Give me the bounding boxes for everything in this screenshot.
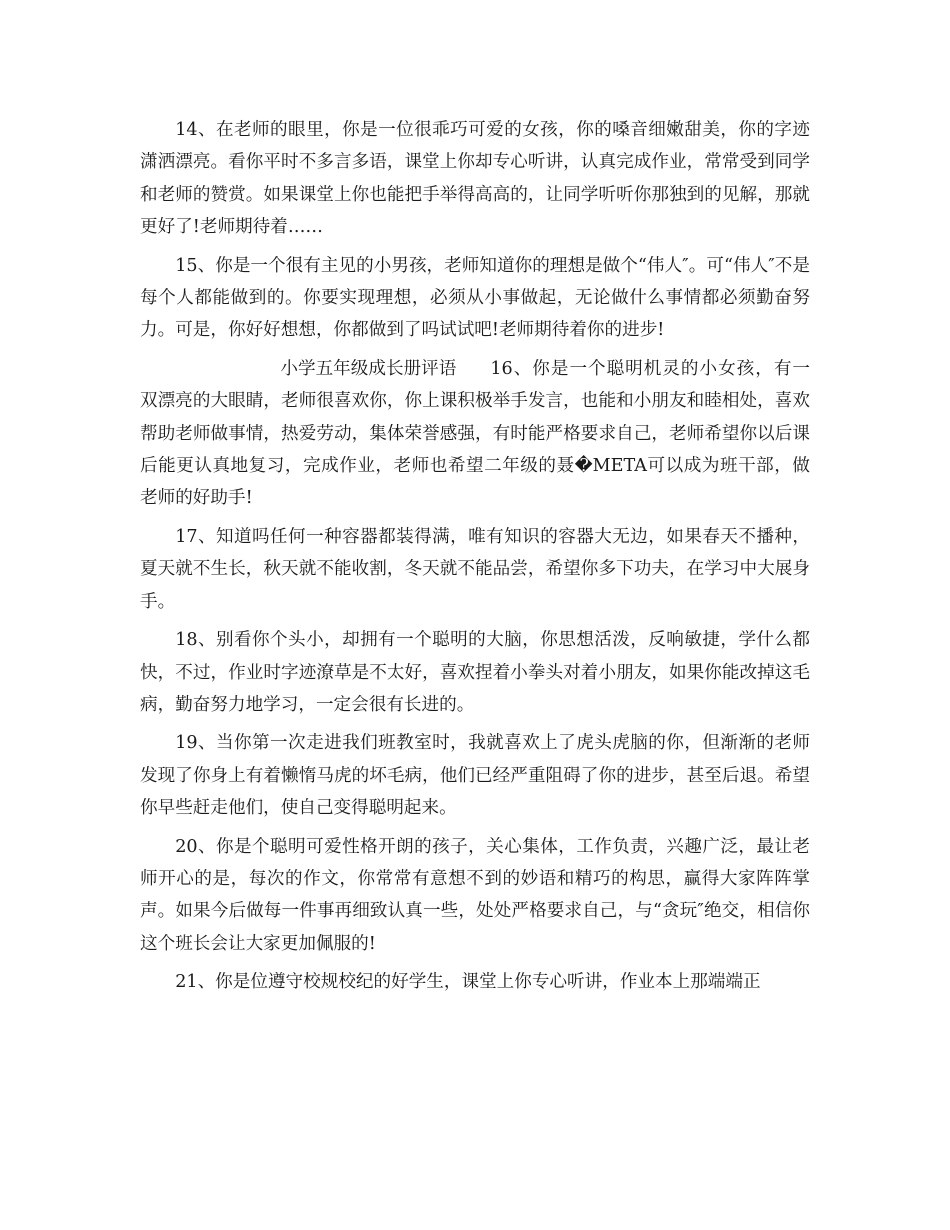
comment-paragraph-17: 17、知道吗任何一种容器都装得满，唯有知识的容器大无边，如果春天不播种，夏天就不生长，秋天就不能收割，冬天就不能品尝，希望你多下功夫，在学习中大展身手。 bbox=[140, 526, 810, 612]
comment-paragraph-16 bbox=[140, 353, 810, 515]
comment-paragraph-18: 18、别看你个头小，却拥有一个聪明的大脑，你思想活泼，反响敏捷，学什么都快，不过，作业时字迹潦草是不太好，喜欢捏着小拳头对着小朋友，如果你能改掉这毛病，勤奋努力地学习，一定会很有长进的。 bbox=[140, 630, 810, 715]
comment-paragraph-21: 21、你是位遵守校规校纪的好学生，课堂上你专心听讲，作业本上那端端正 bbox=[175, 972, 761, 993]
comment-paragraph-14: 14、在老师的眼里，你是一位很乖巧可爱的女孩，你的嗓音细嫩甜美，你的字迹潇洒漂亮。看你平时不多言多语，课堂上你却专心听讲，认真完成作业，常常受到同学和老师的赞赏。如果课堂上你也能把手举得高高的，让同学听听你那独到的见解，那就更好了!老师期待着…… bbox=[140, 120, 810, 238]
comment-paragraph-19: 19、当你第一次走进我们班教室时，我就喜欢上了虎头虎脑的你，但渐渐的老师发现了你身上有着懒惰马虎的坏毛病，他们已经严重阻碍了你的进步，甚至后退。希望你早些赶走他们，使自己变得聪明起来。 bbox=[140, 733, 810, 819]
comment-paragraph-15: 15、你是一个很有主见的小男孩，老师知道你的理想是做个“伟人″。可“伟人″不是每个人都能做到的。你要实现理想，必须从小事做起，无论做什么事情都必须勤奋努力。可是，你好好想想，你都做到了吗试试吧!老师期待着你的进步! bbox=[140, 255, 810, 341]
section-title: 小学五年级成长册评语 bbox=[280, 358, 457, 379]
comment-paragraph-20: 20、你是个聪明可爱性格开朗的孩子，关心集体，工作负责，兴趣广泛，最让老师开心的是，每次的作文，你常常有意想不到的妙语和精巧的构思，赢得大家阵阵掌声。如果今后做每一件事再细致认真一些，处处严格要求自己，与“贪玩″绝交，相信你这个班长会让大家更加佩服的! bbox=[140, 836, 810, 954]
comment-paragraph-16-text: 16、你是一个聪明机灵的小女孩，有一双漂亮的大眼睛，老师很喜欢你，你上课积极举手发言，也能和小朋友和睦相处，喜欢帮助老师做事情，热爱劳动，集体荣誉感强，有时能严格要求自己，老师希望你以后课后能更认真地复习，完成作业，老师也希望二年级的聂�META可以成为班干部，做老师的好助手! bbox=[140, 358, 810, 509]
document-body bbox=[140, 114, 810, 1005]
